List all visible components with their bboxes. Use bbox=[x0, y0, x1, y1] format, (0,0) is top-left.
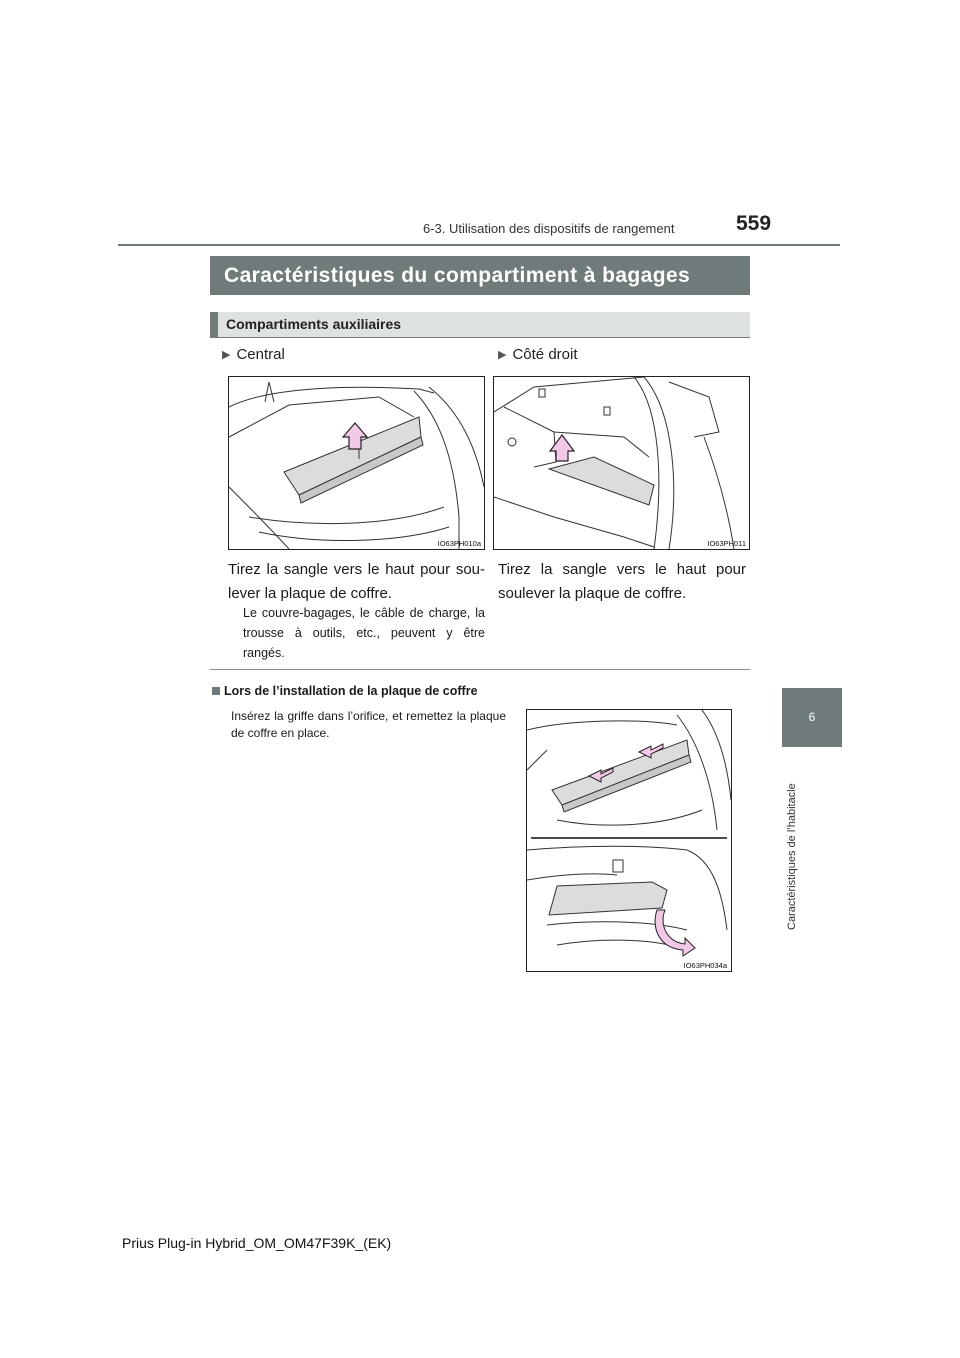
bullet-central bbox=[222, 346, 285, 363]
install-heading bbox=[212, 684, 478, 698]
trunk-right-illustration bbox=[494, 377, 749, 549]
figure-central bbox=[228, 376, 485, 550]
trunk-central-illustration bbox=[229, 377, 484, 549]
page-number: 559 bbox=[736, 212, 772, 235]
bullet-right-label: Côté droit bbox=[512, 346, 578, 363]
install-illustration bbox=[527, 710, 731, 971]
figure-install bbox=[526, 709, 732, 972]
instruction-right: Tirez la sangle vers le haut pour soulever la plaque de coffre. bbox=[498, 561, 746, 602]
triangle-bullet-icon: ▶ bbox=[498, 349, 507, 361]
install-heading-text: Lors de l’installation de la plaque de coffre bbox=[224, 684, 478, 698]
section-label: 6-3. Utilisation des dispositifs de rangement bbox=[423, 221, 675, 236]
rotate-arrow-icon bbox=[655, 910, 695, 956]
figure-right-side bbox=[493, 376, 750, 550]
figure-code-install: IO63PH034a bbox=[683, 961, 727, 970]
figure-code-right: IO63PH011 bbox=[707, 539, 746, 548]
footer-document-id: Prius Plug-in Hybrid_OM_OM47F39K_(EK) bbox=[122, 1235, 392, 1251]
bullet-central-label: Central bbox=[236, 346, 285, 363]
bullet-right-side bbox=[498, 346, 578, 363]
subtitle-bar bbox=[210, 312, 750, 338]
figure-code-central: IO63PH010a bbox=[437, 539, 481, 548]
chapter-label: Caractéristiques de l’habitacle bbox=[786, 783, 798, 930]
triangle-bullet-icon: ▶ bbox=[222, 349, 231, 361]
note-central: Le couvre-bagages, le câble de charge, la trousse à outils, etc., peuvent y être rangés. bbox=[243, 606, 485, 660]
square-bullet-icon bbox=[212, 687, 220, 695]
install-text: Insérez la griffe dans l’orifice, et remettez la plaque de coffre en place. bbox=[231, 709, 506, 740]
instruction-central: Tirez la sangle vers le haut pour sou-lever la plaque de coffre. bbox=[228, 561, 485, 602]
header-rule bbox=[118, 244, 840, 246]
section-divider bbox=[210, 669, 750, 670]
chapter-tab: 6 bbox=[782, 688, 842, 747]
page-title: Caractéristiques du compartiment à bagages bbox=[210, 256, 750, 295]
subtitle: Compartiments auxiliaires bbox=[226, 316, 402, 332]
up-arrow-icon bbox=[550, 435, 574, 461]
